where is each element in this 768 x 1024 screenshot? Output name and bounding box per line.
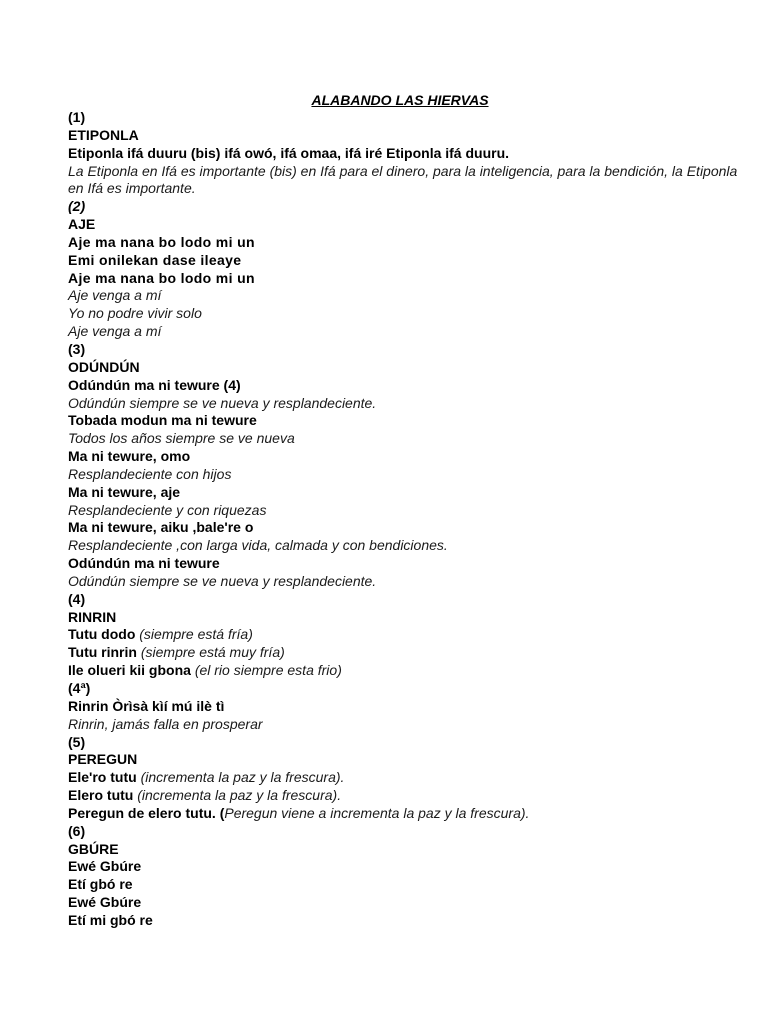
- section-5-line-1: Ele'ro tutu: [68, 769, 137, 786]
- section-2-name: AJE: [68, 216, 96, 233]
- section-6-name: GBÚRE: [68, 840, 119, 857]
- section-5-translation-2: (incrementa la paz y la frescura).: [137, 787, 342, 804]
- section-3-translation-3: Resplandeciente con hijos: [68, 465, 232, 482]
- section-2-translation-2: Yo no podre vivir solo: [68, 305, 202, 322]
- section-3-translation-6: Odúndún siempre se ve nueva y resplandeciente.: [68, 572, 377, 589]
- section-4-line-1: Tutu dodo: [68, 626, 136, 643]
- section-1-number: (1): [68, 109, 86, 125]
- section-5-row-1: [68, 769, 748, 787]
- section-4-row-3: [68, 662, 748, 680]
- section-2-line-1: Aje ma nana bo lodo mi un: [68, 233, 255, 250]
- section-4-name: RINRIN: [68, 608, 117, 625]
- section-5-translation-1: (incrementa la paz y la frescura).: [140, 769, 345, 786]
- section-1-spanish: La Etiponla en Ifá es importante (bis) en Ifá para el dinero, para la inteligencia, para la bendición, la Etiponla en Ifá es importante.: [68, 162, 738, 197]
- section-3-translation-4: Resplandeciente y con riquezas: [68, 501, 267, 518]
- section-4-line-3: Ile olueri kii gbona: [68, 662, 191, 679]
- section-5-number: (5): [68, 733, 86, 750]
- document-body: [68, 109, 748, 930]
- document-title: ALABANDO LAS HIERVAS: [311, 92, 489, 108]
- section-4-line-2: Tutu rinrin: [68, 644, 137, 661]
- section-3-line-1: Odúndún ma ni tewure (4): [68, 376, 241, 393]
- section-3-translation-1: Odúndún siempre se ve nueva y resplandeciente.: [68, 394, 377, 411]
- section-4-number: (4): [68, 590, 86, 607]
- section-4a-number: (4ª): [68, 680, 91, 696]
- section-2-number: (2): [68, 198, 86, 215]
- section-4-row-1: [68, 626, 748, 644]
- section-4a-translation-1: Rinrin, jamás falla en prosperar: [68, 715, 263, 732]
- section-4-translation-2: (siempre está muy fría): [140, 644, 285, 661]
- section-2-translation-3: Aje venga a mí: [68, 323, 162, 340]
- section-5-row-3: [68, 805, 748, 823]
- section-5-row-2: [68, 787, 748, 805]
- section-3-name: ODÚNDÚN: [68, 358, 140, 375]
- section-3-translation-5: Resplandeciente ,con larga vida, calmada y con bendiciones.: [68, 537, 448, 554]
- section-3-line-6: Odúndún ma ni tewure: [68, 555, 220, 572]
- section-1-name: ETIPONLA: [68, 126, 139, 143]
- section-2-line-3: Aje ma nana bo lodo mi un: [68, 269, 255, 286]
- section-3-line-3: Ma ni tewure, omo: [68, 448, 191, 465]
- section-5-name: PEREGUN: [68, 751, 138, 768]
- section-4a-line-1: Rinrin Òrìsà kìí mú ilè tì: [68, 697, 225, 714]
- section-4-row-2: [68, 644, 748, 662]
- section-4-translation-1: (siempre está fría): [139, 626, 253, 643]
- section-6-line-1: Ewé Gbúre: [68, 858, 142, 875]
- section-3-line-5: Ma ni tewure, aiku ,bale're o: [68, 519, 254, 536]
- section-3-line-2: Tobada modun ma ni tewure: [68, 412, 257, 429]
- section-6-number: (6): [68, 822, 86, 839]
- section-3-translation-2: Todos los años siempre se ve nueva: [68, 430, 295, 447]
- section-1-yoruba: Etiponla ifá duuru (bis) ifá owó, ifá omaa, ifá iré Etiponla ifá duuru.: [68, 144, 510, 161]
- section-3-line-4: Ma ni tewure, aje: [68, 483, 181, 500]
- section-5-line-2: Elero tutu: [68, 787, 134, 804]
- section-5-translation-3: Peregun viene a incrementa la paz y la frescura).: [224, 804, 530, 821]
- section-5-line-3: Peregun de elero tutu. (: [68, 804, 225, 821]
- section-2-line-2: Emi onilekan dase ileaye: [68, 251, 242, 268]
- section-2-translation-1: Aje venga a mí: [68, 287, 162, 304]
- section-6-line-2: Etí gbó re: [68, 876, 133, 893]
- section-3-number: (3): [68, 340, 86, 357]
- section-6-line-3: Ewé Gbúre: [68, 894, 142, 911]
- section-4-translation-3: (el rio siempre esta frio): [194, 662, 342, 679]
- section-6-line-4: Etí mi gbó re: [68, 911, 153, 928]
